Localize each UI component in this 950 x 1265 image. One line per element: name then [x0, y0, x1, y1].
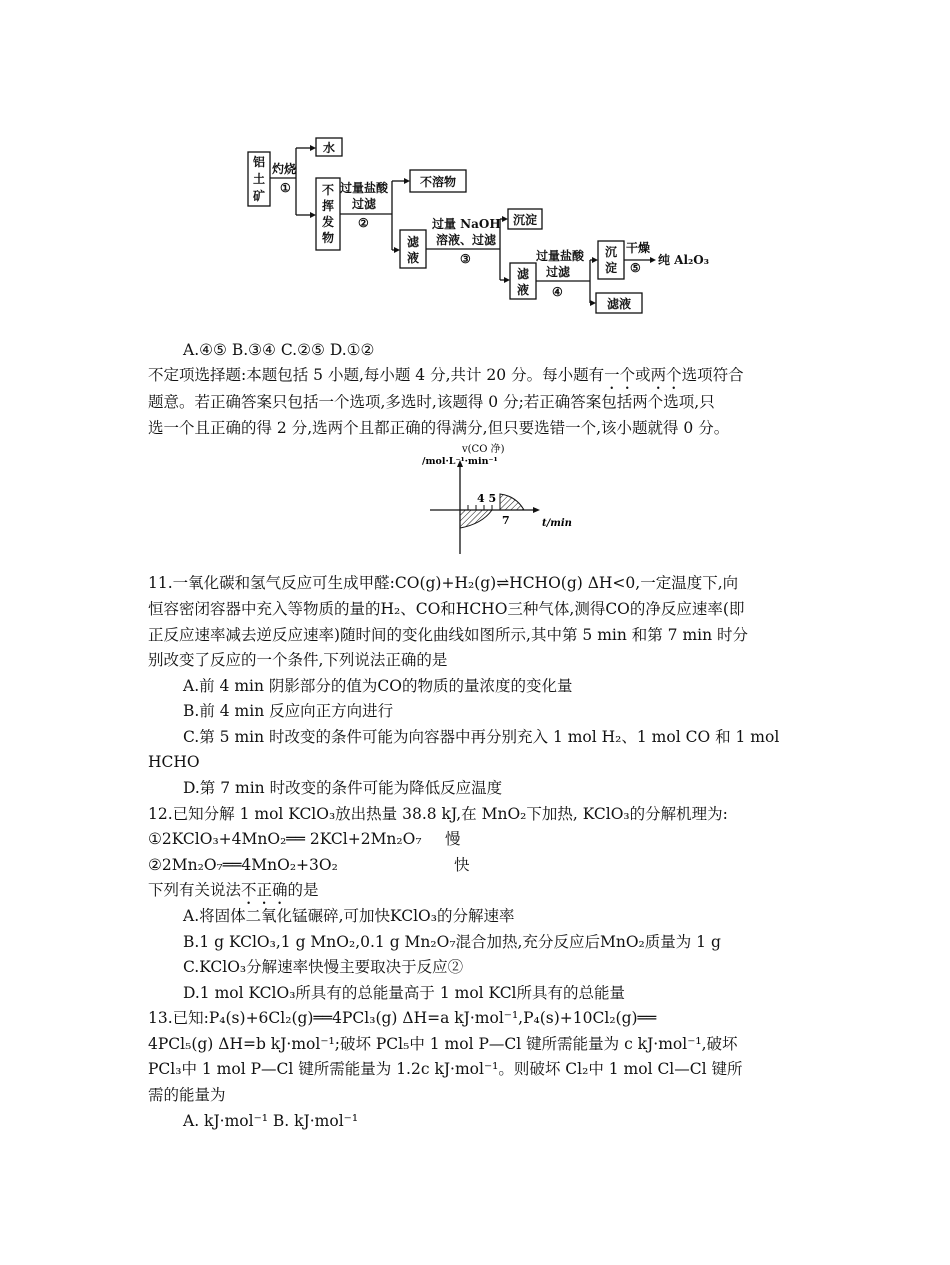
volatile-1: 不 [321, 183, 335, 197]
step2-label-1: 过量盐酸 [340, 181, 389, 195]
volatile-2: 挥 [321, 199, 335, 213]
q12-option-a: A.将固体二氧化锰碾碎,可加快KClO₃的分解速率 [183, 907, 515, 925]
q13-line1: 13.已知:P₄(s)+6Cl₂(g)══4PCl₃(g) ΔH=a kJ·mol⁻¹,P₄(s)+10Cl₂(g)══ [148, 1009, 657, 1027]
step1-label: 灼烧 [272, 162, 297, 176]
product-label: 纯 Al₂O₃ [658, 253, 710, 267]
q12-reaction1-speed: 慢 [445, 830, 461, 848]
raw-material-3: 矿 [252, 189, 266, 203]
step3-label-2: 溶液、过滤 [436, 233, 497, 247]
q11-line2: 恒容密闭容器中充入等物质的量的H₂、CO和HCHO三种气体,测得CO的净反应速率(即 [148, 600, 745, 618]
graph-ylabel-1: v(CO 净) [462, 444, 505, 455]
process-flowchart [240, 130, 720, 325]
volatile-3: 发 [321, 215, 335, 229]
q12-reaction1: ①2KClO₃+4MnO₂══ 2KCl+2Mn₂O₇ [148, 830, 422, 848]
graph-xlabel: t/min [542, 518, 572, 529]
filtrate1-1: 滤 [406, 235, 420, 249]
section-header-line1: 不定项选择题:本题包括 5 小题,每小题 4 分,共计 20 分。每小题有一个或两个选项符合 [148, 366, 744, 384]
q12-option-d: D.1 mol KClO₃所具有的总能量高于 1 mol KCl所具有的总能量 [183, 984, 626, 1002]
raw-material-1: 铝 [252, 155, 266, 169]
q13-line4: 需的能量为 [148, 1086, 226, 1104]
q12-stem: 下列有关说法不正确的是 [148, 881, 319, 899]
q12-reaction2-speed: 快 [454, 856, 470, 874]
step4-num: ④ [552, 285, 563, 299]
insoluble-box: 不溶物 [419, 175, 457, 189]
q11-option-d: D.第 7 min 时改变的条件可能为降低反应温度 [183, 779, 503, 797]
q12-option-b: B.1 g KClO₃,1 g MnO₂,0.1 g Mn₂O₇混合加热,充分反应后MnO₂质量为 1 g [183, 933, 721, 951]
step4-label-2: 过滤 [546, 265, 571, 279]
step3-label-1: 过量 NaOH [432, 217, 501, 231]
step4-label-1: 过量盐酸 [536, 249, 585, 263]
graph-tick-7: 7 [502, 514, 510, 527]
filtrate1-2: 液 [406, 251, 420, 265]
volatile-4: 物 [321, 231, 335, 245]
co-rate-graph [420, 442, 580, 560]
step3-num: ③ [460, 252, 471, 266]
water-box: 水 [322, 141, 336, 155]
q11-option-b: B.前 4 min 反应向正方向进行 [183, 702, 394, 720]
section-header-line2: 题意。若正确答案只包括一个选项,多选时,该题得 0 分;若正确答案包括两个选项,只 [148, 393, 715, 411]
step5-num: ⑤ [630, 261, 641, 275]
step2-label-2: 过滤 [352, 197, 377, 211]
section-header-line3: 选一个且正确的得 2 分,选两个且都正确的得满分,但只要选错一个,该小题就得 0 分。 [148, 419, 730, 437]
filtrate2-2: 液 [516, 283, 530, 297]
q11-line4: 别改变了反应的一个条件,下列说法正确的是 [148, 651, 448, 669]
filtrate3-box: 滤液 [606, 297, 632, 311]
q12-reaction2: ②2Mn₂O₇══4MnO₂+3O₂ [148, 856, 338, 874]
q13-line3: PCl₃中 1 mol P—Cl 键所需能量为 1.2c kJ·mol⁻¹。则破坏 Cl₂中 1 mol Cl—Cl 键所 [148, 1060, 743, 1078]
q11-option-c: C.第 5 min 时改变的条件可能为向容器中再分别充入 1 mol H₂、1 mol CO 和 1 mol [183, 728, 780, 746]
q11-option-c-cont: HCHO [148, 753, 200, 771]
precipitate2-2: 淀 [604, 261, 618, 275]
precipitate1-box: 沉淀 [512, 213, 538, 227]
graph-ylabel-2: /mol·L⁻¹·min⁻¹ [422, 456, 498, 467]
graph-tick-45: 4 5 [477, 492, 497, 505]
filtrate2-1: 滤 [516, 267, 530, 281]
q13-line2: 4PCl₅(g) ΔH=b kJ·mol⁻¹;破坏 PCl₅中 1 mol P—Cl 键所需能量为 c kJ·mol⁻¹,破坏 [148, 1035, 738, 1053]
step2-num: ② [358, 216, 369, 230]
precipitate2-1: 沉 [604, 245, 618, 259]
q12-option-c: C.KClO₃分解速率快慢主要取决于反应② [183, 958, 464, 976]
q10-options: A.④⑤ B.③④ C.②⑤ D.①② [183, 341, 375, 359]
q11-line3: 正反应速率减去逆反应速率)随时间的变化曲线如图所示,其中第 5 min 和第 7 min 时分 [148, 626, 749, 644]
step1-num: ① [280, 181, 291, 195]
q11-option-a: A.前 4 min 阴影部分的值为CO的物质的量浓度的变化量 [183, 677, 573, 695]
raw-material-2: 土 [252, 172, 266, 186]
step5-label: 干燥 [626, 241, 651, 255]
q13-options-ab: A. kJ·mol⁻¹ B. kJ·mol⁻¹ [183, 1112, 359, 1130]
q12-line1: 12.已知分解 1 mol KClO₃放出热量 38.8 kJ,在 MnO₂下加热, KClO₃的分解机理为: [148, 805, 728, 823]
q11-line1: 11.一氧化碳和氢气反应可生成甲醛:CO(g)+H₂(g)⇌HCHO(g) ΔH<0,一定温度下,向 [148, 574, 739, 592]
